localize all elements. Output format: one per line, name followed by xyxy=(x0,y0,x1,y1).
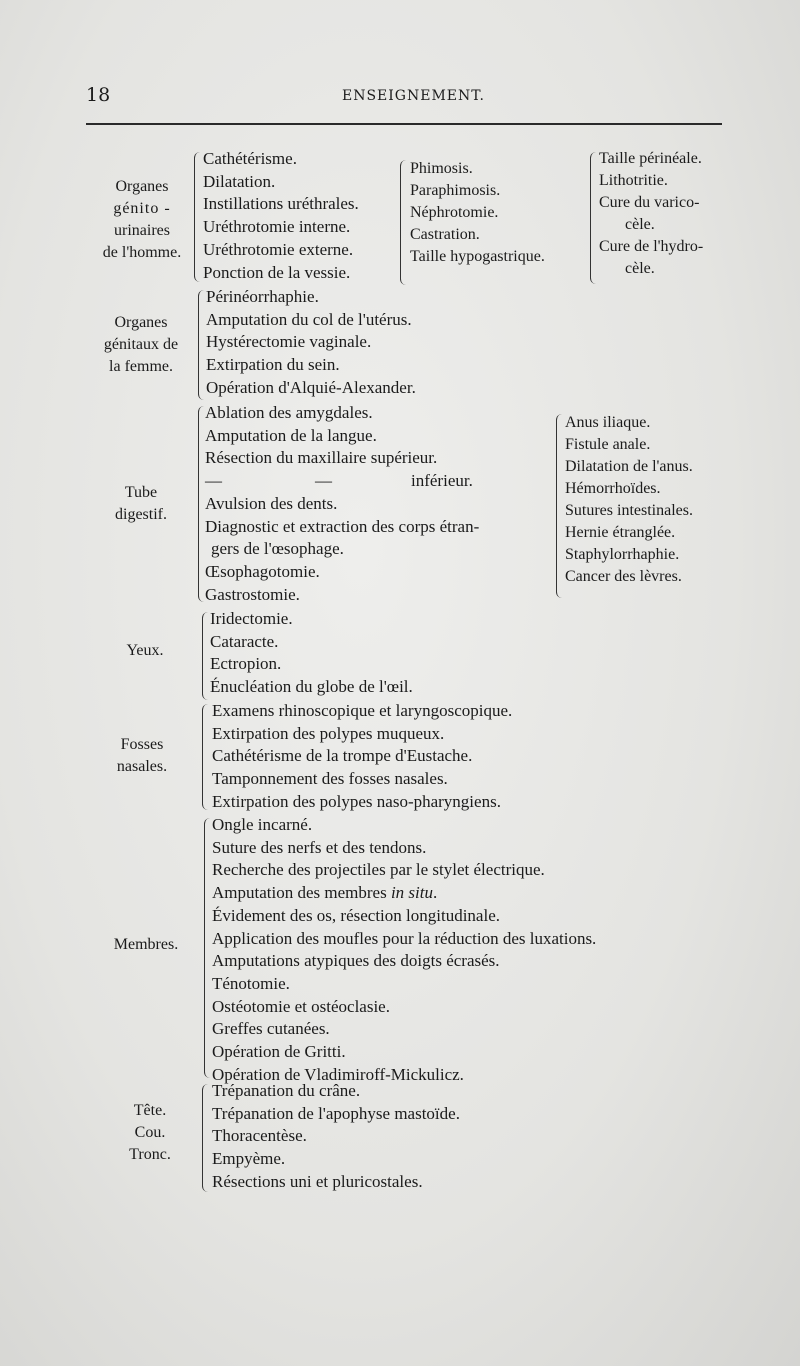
list-item: Cure du varico- xyxy=(599,194,700,211)
list-item: Néphrotomie. xyxy=(410,204,499,221)
brace xyxy=(202,612,210,700)
list-item: Lithotritie. xyxy=(599,172,668,189)
list-item: Extirpation des polypes muqueux. xyxy=(212,723,445,743)
list-item: Extirpation des polypes naso-pharyngiens. xyxy=(212,791,501,811)
list-item: Ostéotomie et ostéoclasie. xyxy=(212,996,390,1016)
list-item: Sutures intestinales. xyxy=(565,502,693,519)
brace xyxy=(194,152,202,282)
list-item: Ongle incarné. xyxy=(212,815,313,834)
italic-phrase: in situ xyxy=(390,883,433,903)
list-item: Dilatation de l'anus. xyxy=(565,458,693,475)
section-label-membres: Membres. xyxy=(113,936,179,953)
page-number: 18 xyxy=(86,84,111,106)
list-item: Résections uni et pluricostales. xyxy=(212,1171,423,1191)
list-item: Cancer des lèvres. xyxy=(565,568,682,585)
list-item xyxy=(205,470,479,493)
list-item: Cathétérisme de la trompe d'Eustache. xyxy=(212,746,473,766)
list-item: Paraphimosis. xyxy=(410,182,501,199)
list-item: Uréthrotomie interne. xyxy=(203,217,351,237)
list-item: Uréthrotomie externe. xyxy=(203,239,354,259)
list-item: Taille hypogastrique. xyxy=(410,248,545,265)
list-item: Évidement des os, résection longitudinale. xyxy=(212,905,500,925)
list-item: Œsophagotomie. xyxy=(205,561,320,581)
section-label-yeux: Yeux. xyxy=(126,642,164,659)
section-label-genito-homme: Organes génito - urinaires de l'homme. xyxy=(102,178,182,261)
list-item: Énucléation du globe de l'œil. xyxy=(210,677,413,697)
list-item: Dilatation. xyxy=(203,171,276,191)
dash: — xyxy=(315,471,332,491)
list-item: Thoracentèse. xyxy=(212,1126,307,1146)
brace xyxy=(400,160,408,285)
brace xyxy=(198,290,206,400)
list-item: Taille périnéale. xyxy=(599,150,702,167)
list-item: Cataracte. xyxy=(210,631,279,651)
list-item: cèle. xyxy=(625,216,655,233)
section-label-genitaux-femme: Organes génitaux de la femme. xyxy=(103,314,179,375)
list-item: Anus iliaque. xyxy=(565,414,651,431)
item-list-genito-col1 xyxy=(203,148,359,284)
item-list-genito-col2 xyxy=(410,158,545,268)
list-item: Avulsion des dents. xyxy=(205,493,338,513)
item-list-genitaux-femme xyxy=(206,286,416,400)
running-title: ENSEIGNEMENT. xyxy=(342,88,485,104)
list-item: Amputation des membres in situ. xyxy=(212,883,438,903)
dash-item-inferieur: inférieur. xyxy=(411,471,473,491)
list-item: Fistule anale. xyxy=(565,436,651,453)
item-list-membres xyxy=(212,814,596,1086)
list-item: Iridectomie. xyxy=(210,609,293,628)
section-label-tete-cou-tronc: Tête. Cou. Tronc. xyxy=(129,1102,171,1163)
list-item: Suture des nerfs et des tendons. xyxy=(212,837,427,857)
list-item: Cure de l'hydro- xyxy=(599,238,704,255)
brace xyxy=(556,414,564,598)
list-item: Opération de Vladimiroff-Mickulicz. xyxy=(212,1064,464,1084)
item-list-yeux xyxy=(210,608,413,699)
brace xyxy=(202,704,210,810)
list-item: Résection du maxillaire supérieur. xyxy=(205,448,438,468)
list-item: Application des moufles pour la réduction des luxations. xyxy=(212,928,597,948)
brace xyxy=(590,152,598,284)
list-item: Castration. xyxy=(410,226,480,243)
list-item: Staphylorrhaphie. xyxy=(565,546,680,563)
item-list-tete-cou-tronc xyxy=(212,1080,460,1194)
list-item: Périnéorrhaphie. xyxy=(206,287,319,306)
list-item: gers de l'œsophage. xyxy=(211,539,344,559)
list-item: cèle. xyxy=(625,260,655,277)
list-item: Greffes cutanées. xyxy=(212,1019,330,1039)
item-list-tube-digestif-col1 xyxy=(205,402,479,606)
list-item: Phimosis. xyxy=(410,160,473,177)
list-item: Empyème. xyxy=(212,1149,286,1169)
dash: — xyxy=(205,471,222,491)
list-item: Trépanation du crâne. xyxy=(212,1081,361,1100)
list-item: Hémorrhoïdes. xyxy=(565,480,661,497)
list-item: Recherche des projectiles par le stylet électrique. xyxy=(212,860,545,880)
brace xyxy=(202,1084,210,1192)
list-item: Cathétérisme. xyxy=(203,149,297,168)
header-rule xyxy=(86,123,722,125)
list-item: Ablation des amygdales. xyxy=(205,403,373,422)
list-item: Tamponnement des fosses nasales. xyxy=(212,769,448,789)
list-item: Opération d'Alquié-Alexander. xyxy=(206,377,416,397)
list-item: Opération de Gritti. xyxy=(212,1042,346,1062)
list-item: Amputations atypiques des doigts écrasés. xyxy=(212,951,500,971)
list-item: Examens rhinoscopique et laryngoscopique. xyxy=(212,701,513,720)
brace xyxy=(204,818,212,1078)
list-item: Extirpation du sein. xyxy=(206,355,340,375)
list-item: Diagnostic et extraction des corps étran- xyxy=(205,516,480,536)
list-item: Ectropion. xyxy=(210,654,282,674)
item-list-fosses-nasales xyxy=(212,700,512,814)
list-item: Amputation du col de l'utérus. xyxy=(206,309,412,329)
list-item: Amputation de la langue. xyxy=(205,425,377,445)
section-label-tube-digestif: Tube digestif. xyxy=(115,484,167,523)
list-item: Trépanation de l'apophyse mastoïde. xyxy=(212,1103,460,1123)
item-list-genito-col3 xyxy=(599,148,703,280)
list-item: Instillations uréthrales. xyxy=(203,194,359,214)
section-label-fosses-nasales: Fosses nasales. xyxy=(116,736,168,775)
list-item: Ténotomie. xyxy=(212,973,290,993)
list-item: Gastrostomie. xyxy=(205,584,300,604)
list-item: Hystérectomie vaginale. xyxy=(206,332,372,352)
item-list-tube-digestif-col2 xyxy=(565,412,693,588)
list-item: Hernie étranglée. xyxy=(565,524,676,541)
list-item: Ponction de la vessie. xyxy=(203,262,351,282)
